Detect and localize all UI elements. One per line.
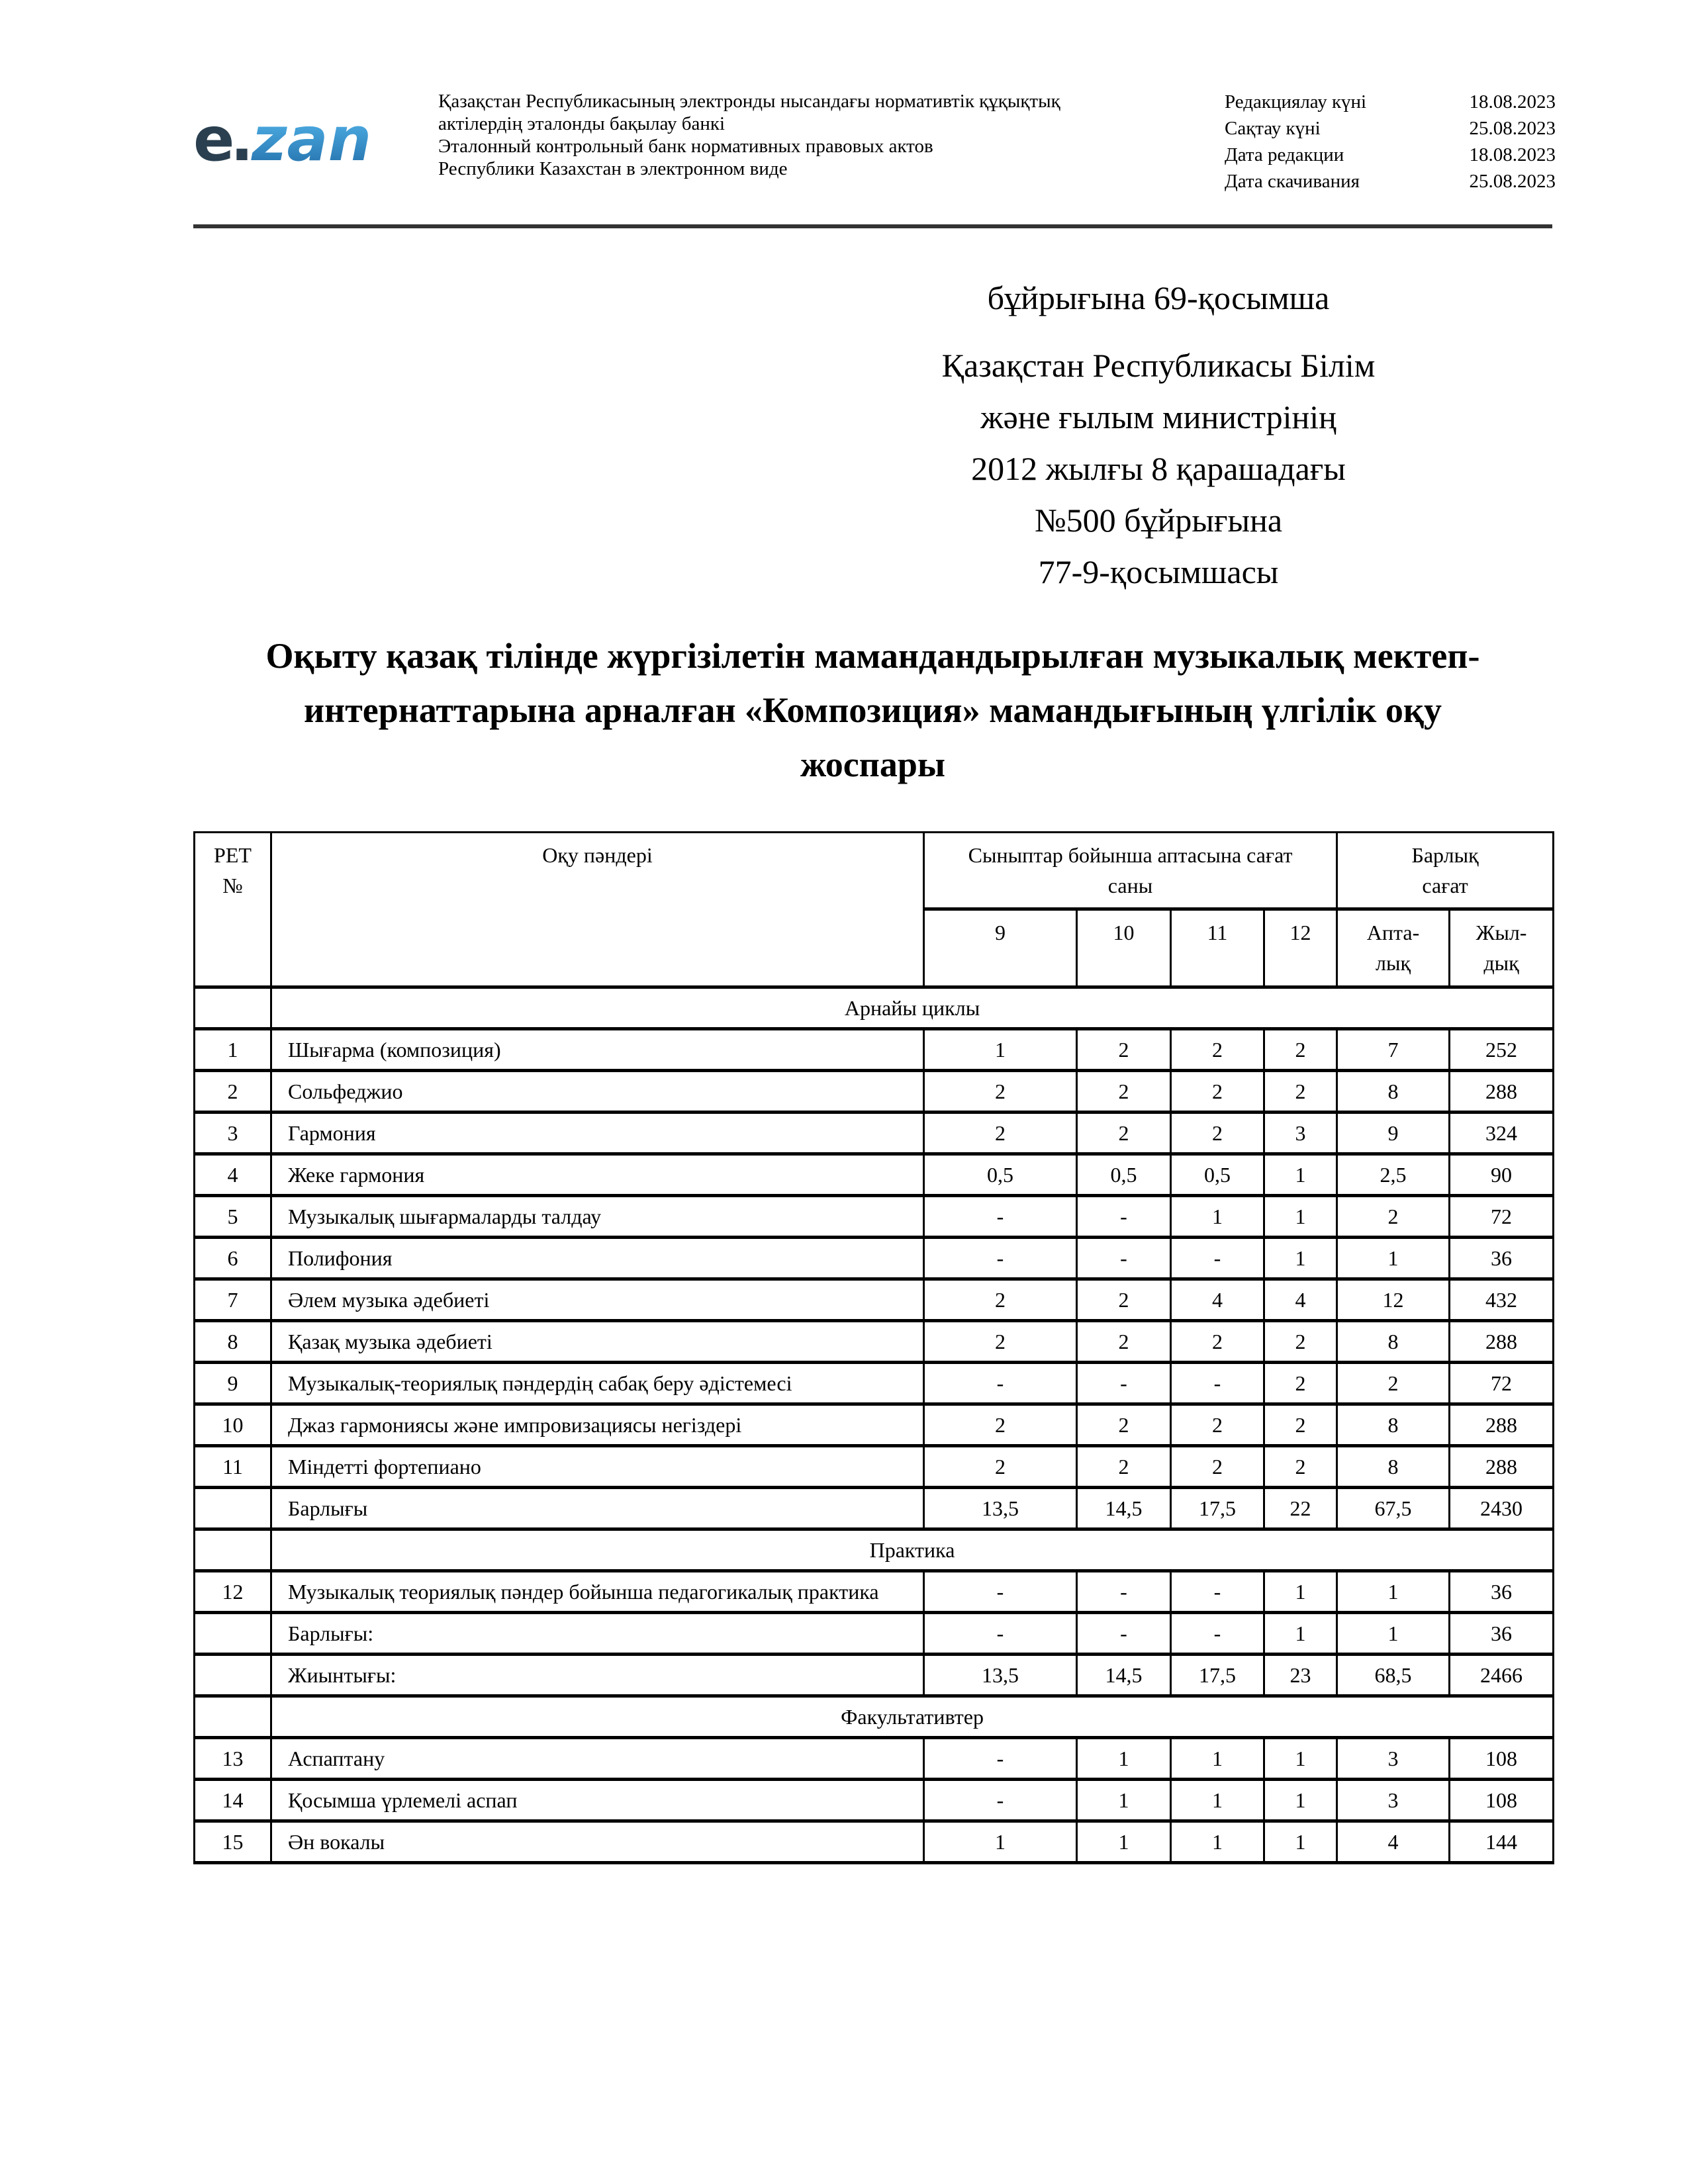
cell-g12: 2 <box>1264 1029 1337 1071</box>
header-yearly: Жыл- дық <box>1450 909 1554 987</box>
cell-name: Барлығы <box>271 1488 924 1529</box>
cell-num: 11 <box>195 1446 271 1488</box>
cell-num: 13 <box>195 1738 271 1780</box>
org-line: Эталонный контрольный банк нормативных правовых актов <box>438 136 933 157</box>
org-line: актілердің эталонды бақылау банкі <box>438 113 726 134</box>
logo-dot: . <box>230 106 254 175</box>
cell-num: 3 <box>195 1113 271 1154</box>
section-row <box>195 1529 1554 1571</box>
cell-name: Гармония <box>271 1113 924 1154</box>
header-grade-12: 12 <box>1264 909 1337 987</box>
section-row <box>195 1696 1554 1738</box>
cell-weekly: 4 <box>1337 1821 1450 1863</box>
meta-row-edit-date-ru <box>1225 142 1556 168</box>
cell-g9: - <box>924 1196 1077 1238</box>
section-title: Арнайы циклы <box>271 987 1554 1029</box>
cell-g10: 1 <box>1077 1780 1171 1821</box>
cell-yearly: 288 <box>1450 1071 1554 1113</box>
cell-g12: 2 <box>1264 1363 1337 1404</box>
cell-weekly: 1 <box>1337 1238 1450 1279</box>
table-header-row-1 <box>195 833 1554 909</box>
curriculum-table <box>193 831 1554 1864</box>
cell-num: 9 <box>195 1363 271 1404</box>
meta-value: 25.08.2023 <box>1469 118 1556 139</box>
cell-num: 15 <box>195 1821 271 1863</box>
meta-row-download-date-ru <box>1225 168 1556 195</box>
table-row <box>195 1655 1554 1696</box>
table-row <box>195 1446 1554 1488</box>
cell-g10: 2 <box>1077 1321 1171 1363</box>
cell-num: 5 <box>195 1196 271 1238</box>
cell-yearly: 108 <box>1450 1780 1554 1821</box>
cell-g9: - <box>924 1238 1077 1279</box>
cell-g11: 1 <box>1171 1196 1264 1238</box>
appendix-line: Қазақстан Республикасы Білім <box>941 347 1376 384</box>
cell-name: Шығарма (композиция) <box>271 1029 924 1071</box>
cell-g12: 2 <box>1264 1404 1337 1446</box>
document-header <box>193 86 1556 218</box>
title-line: Оқыту қазақ тілінде жүргізілетін мамандандырылған музыкалық мектеп- <box>265 636 1480 676</box>
cell-yearly: 288 <box>1450 1321 1554 1363</box>
cell-num <box>195 1488 271 1529</box>
cell-name: Әлем музыка әдебиеті <box>271 1279 924 1321</box>
table-row <box>195 1571 1554 1613</box>
cell-weekly: 12 <box>1337 1279 1450 1321</box>
title-line: жоспары <box>800 745 946 784</box>
meta-row-save-date-kz <box>1225 115 1556 142</box>
cell-name: Полифония <box>271 1238 924 1279</box>
cell-weekly: 2 <box>1337 1196 1450 1238</box>
cell-g11: 2 <box>1171 1404 1264 1446</box>
cell-name: Жиынтығы: <box>271 1655 924 1696</box>
cell-weekly: 68,5 <box>1337 1655 1450 1696</box>
cell-yearly: 108 <box>1450 1738 1554 1780</box>
cell-g10: 14,5 <box>1077 1655 1171 1696</box>
cell-g12: 1 <box>1264 1780 1337 1821</box>
table-row <box>195 1780 1554 1821</box>
section-num-cell <box>195 987 271 1029</box>
cell-g12: 1 <box>1264 1196 1337 1238</box>
cell-g11: - <box>1171 1238 1264 1279</box>
header-num: РЕТ № <box>195 833 271 987</box>
cell-num: 4 <box>195 1154 271 1196</box>
cell-g9: 13,5 <box>924 1655 1077 1696</box>
header-grade-9: 9 <box>924 909 1077 987</box>
cell-yearly: 288 <box>1450 1404 1554 1446</box>
cell-g9: 2 <box>924 1321 1077 1363</box>
cell-num: 6 <box>195 1238 271 1279</box>
cell-weekly: 9 <box>1337 1113 1450 1154</box>
meta-value: 18.08.2023 <box>1469 91 1556 113</box>
table-row <box>195 1154 1554 1196</box>
cell-yearly: 2466 <box>1450 1655 1554 1696</box>
table-row <box>195 1196 1554 1238</box>
cell-weekly: 3 <box>1337 1738 1450 1780</box>
cell-g10: - <box>1077 1196 1171 1238</box>
table-row <box>195 1238 1554 1279</box>
cell-weekly: 8 <box>1337 1321 1450 1363</box>
section-row <box>195 987 1554 1029</box>
cell-g9: 2 <box>924 1404 1077 1446</box>
header-divider <box>193 224 1552 228</box>
cell-name: Барлығы: <box>271 1613 924 1655</box>
cell-num: 1 <box>195 1029 271 1071</box>
cell-g10: 2 <box>1077 1113 1171 1154</box>
cell-g12: 2 <box>1264 1321 1337 1363</box>
header-weekly: Апта- лық <box>1337 909 1450 987</box>
section-num-cell <box>195 1529 271 1571</box>
cell-num: 12 <box>195 1571 271 1613</box>
cell-g11: 1 <box>1171 1821 1264 1863</box>
meta-value: 18.08.2023 <box>1469 144 1556 165</box>
cell-g10: - <box>1077 1613 1171 1655</box>
meta-label: Дата редакции <box>1225 144 1344 165</box>
section-title: Факультативтер <box>271 1696 1554 1738</box>
cell-g9: 2 <box>924 1446 1077 1488</box>
cell-name: Ән вокалы <box>271 1821 924 1863</box>
cell-name: Музыкалық шығармаларды талдау <box>271 1196 924 1238</box>
cell-g9: - <box>924 1738 1077 1780</box>
cell-g12: 2 <box>1264 1446 1337 1488</box>
cell-g11: 17,5 <box>1171 1655 1264 1696</box>
cell-weekly: 8 <box>1337 1446 1450 1488</box>
cell-g10: - <box>1077 1238 1171 1279</box>
appendix-line: №500 бұйрығына <box>1034 502 1283 539</box>
document-dates <box>1225 89 1556 195</box>
cell-yearly: 324 <box>1450 1113 1554 1154</box>
cell-yearly: 144 <box>1450 1821 1554 1863</box>
cell-g12: 1 <box>1264 1738 1337 1780</box>
cell-yearly: 90 <box>1450 1154 1554 1196</box>
logo-e: e <box>193 106 235 175</box>
cell-g11: - <box>1171 1571 1264 1613</box>
cell-g10: 1 <box>1077 1821 1171 1863</box>
cell-g11: 17,5 <box>1171 1488 1264 1529</box>
cell-g12: 2 <box>1264 1071 1337 1113</box>
cell-g9: - <box>924 1571 1077 1613</box>
cell-g12: 1 <box>1264 1571 1337 1613</box>
cell-g9: - <box>924 1363 1077 1404</box>
cell-g11: 2 <box>1171 1113 1264 1154</box>
table-row <box>195 1113 1554 1154</box>
org-line: Қазақстан Республикасының электронды нысандағы нормативтік құқықтық <box>438 91 1060 112</box>
cell-weekly: 1 <box>1337 1571 1450 1613</box>
meta-value: 25.08.2023 <box>1469 171 1556 192</box>
cell-g11: 0,5 <box>1171 1154 1264 1196</box>
cell-weekly: 2 <box>1337 1363 1450 1404</box>
logo-zan: zan <box>252 106 372 175</box>
cell-yearly: 36 <box>1450 1571 1554 1613</box>
cell-g11: - <box>1171 1363 1264 1404</box>
header-weekly-group: Сыныптар бойынша аптасына сағат саны <box>924 833 1337 909</box>
appendix-line: 2012 жылғы 8 қарашадағы <box>971 450 1346 487</box>
cell-yearly: 72 <box>1450 1196 1554 1238</box>
title-line: интернаттарына арналған «Композиция» мамандығының үлгілік оқу <box>304 690 1442 730</box>
header-subject: Оқу пәндері <box>271 833 924 987</box>
cell-g9: 0,5 <box>924 1154 1077 1196</box>
cell-g10: - <box>1077 1571 1171 1613</box>
appendix-line: және ғылым министрінің <box>980 398 1336 435</box>
cell-g9: 13,5 <box>924 1488 1077 1529</box>
cell-g10: 2 <box>1077 1029 1171 1071</box>
cell-yearly: 252 <box>1450 1029 1554 1071</box>
cell-g12: 1 <box>1264 1821 1337 1863</box>
table-row <box>195 1363 1554 1404</box>
cell-name: Джаз гармониясы және импровизациясы негіздері <box>271 1404 924 1446</box>
cell-weekly: 8 <box>1337 1071 1450 1113</box>
cell-g12: 22 <box>1264 1488 1337 1529</box>
cell-g12: 4 <box>1264 1279 1337 1321</box>
cell-g10: 2 <box>1077 1404 1171 1446</box>
cell-g11: 1 <box>1171 1780 1264 1821</box>
cell-g10: 0,5 <box>1077 1154 1171 1196</box>
cell-g9: - <box>924 1780 1077 1821</box>
meta-label: Дата скачивания <box>1225 171 1360 192</box>
cell-g9: 1 <box>924 1029 1077 1071</box>
cell-yearly: 36 <box>1450 1613 1554 1655</box>
cell-g12: 3 <box>1264 1113 1337 1154</box>
section-num-cell <box>195 1696 271 1738</box>
cell-g11: - <box>1171 1613 1264 1655</box>
cell-g9: - <box>924 1613 1077 1655</box>
cell-g11: 4 <box>1171 1279 1264 1321</box>
cell-g12: 1 <box>1264 1613 1337 1655</box>
table-row <box>195 1321 1554 1363</box>
table-row <box>195 1279 1554 1321</box>
cell-name: Музыкалық-теориялық пәндердің сабақ беру әдістемесі <box>271 1363 924 1404</box>
meta-row-edit-date-kz <box>1225 89 1556 115</box>
cell-num: 7 <box>195 1279 271 1321</box>
table-row <box>195 1404 1554 1446</box>
header-total-group: Барлық сағат <box>1337 833 1554 909</box>
header-grade-11: 11 <box>1171 909 1264 987</box>
cell-num <box>195 1655 271 1696</box>
cell-g9: 1 <box>924 1821 1077 1863</box>
cell-weekly: 8 <box>1337 1404 1450 1446</box>
table-row <box>195 1613 1554 1655</box>
cell-g12: 1 <box>1264 1154 1337 1196</box>
cell-g9: 2 <box>924 1113 1077 1154</box>
header-grade-10: 10 <box>1077 909 1171 987</box>
cell-yearly: 288 <box>1450 1446 1554 1488</box>
cell-g10: 2 <box>1077 1446 1171 1488</box>
cell-name: Қосымша үрлемелі аспап <box>271 1780 924 1821</box>
cell-g12: 1 <box>1264 1238 1337 1279</box>
section-title: Практика <box>271 1529 1554 1571</box>
cell-yearly: 2430 <box>1450 1488 1554 1529</box>
cell-g10: 1 <box>1077 1738 1171 1780</box>
appendix-note <box>861 268 1456 598</box>
cell-num: 14 <box>195 1780 271 1821</box>
cell-weekly: 2,5 <box>1337 1154 1450 1196</box>
cell-weekly: 7 <box>1337 1029 1450 1071</box>
table-row <box>195 1029 1554 1071</box>
cell-g11: 2 <box>1171 1071 1264 1113</box>
cell-g10: 2 <box>1077 1071 1171 1113</box>
cell-g11: 2 <box>1171 1446 1264 1488</box>
cell-g9: 2 <box>924 1071 1077 1113</box>
cell-name: Аспаптану <box>271 1738 924 1780</box>
cell-weekly: 1 <box>1337 1613 1450 1655</box>
cell-num: 10 <box>195 1404 271 1446</box>
table-row <box>195 1738 1554 1780</box>
cell-num: 2 <box>195 1071 271 1113</box>
cell-name: Музыкалық теориялық пәндер бойынша педагогикалық практика <box>271 1571 924 1613</box>
cell-g11: 1 <box>1171 1738 1264 1780</box>
appendix-line: 77-9-қосымшасы <box>1038 553 1279 590</box>
cell-name: Жеке гармония <box>271 1154 924 1196</box>
ezan-logo <box>193 106 392 179</box>
appendix-first-line: бұйрығына 69-қосымша <box>987 279 1330 316</box>
table-row <box>195 1488 1554 1529</box>
cell-weekly: 67,5 <box>1337 1488 1450 1529</box>
table-row <box>195 1071 1554 1113</box>
cell-g12: 23 <box>1264 1655 1337 1696</box>
org-line: Республики Казахстан в электронном виде <box>438 158 788 179</box>
cell-g9: 2 <box>924 1279 1077 1321</box>
document-title <box>193 629 1552 792</box>
cell-name: Міндетті фортепиано <box>271 1446 924 1488</box>
table-row <box>195 1821 1554 1863</box>
cell-g10: 2 <box>1077 1279 1171 1321</box>
cell-name: Қазақ музыка әдебиеті <box>271 1321 924 1363</box>
cell-g10: 14,5 <box>1077 1488 1171 1529</box>
cell-name: Сольфеджио <box>271 1071 924 1113</box>
cell-num <box>195 1613 271 1655</box>
cell-yearly: 36 <box>1450 1238 1554 1279</box>
meta-label: Сақтау күні <box>1225 118 1321 139</box>
org-name <box>438 90 1060 180</box>
cell-yearly: 432 <box>1450 1279 1554 1321</box>
cell-g11: 2 <box>1171 1029 1264 1071</box>
meta-label: Редакциялау күні <box>1225 91 1367 113</box>
cell-num: 8 <box>195 1321 271 1363</box>
cell-g11: 2 <box>1171 1321 1264 1363</box>
cell-yearly: 72 <box>1450 1363 1554 1404</box>
cell-g10: - <box>1077 1363 1171 1404</box>
cell-weekly: 3 <box>1337 1780 1450 1821</box>
